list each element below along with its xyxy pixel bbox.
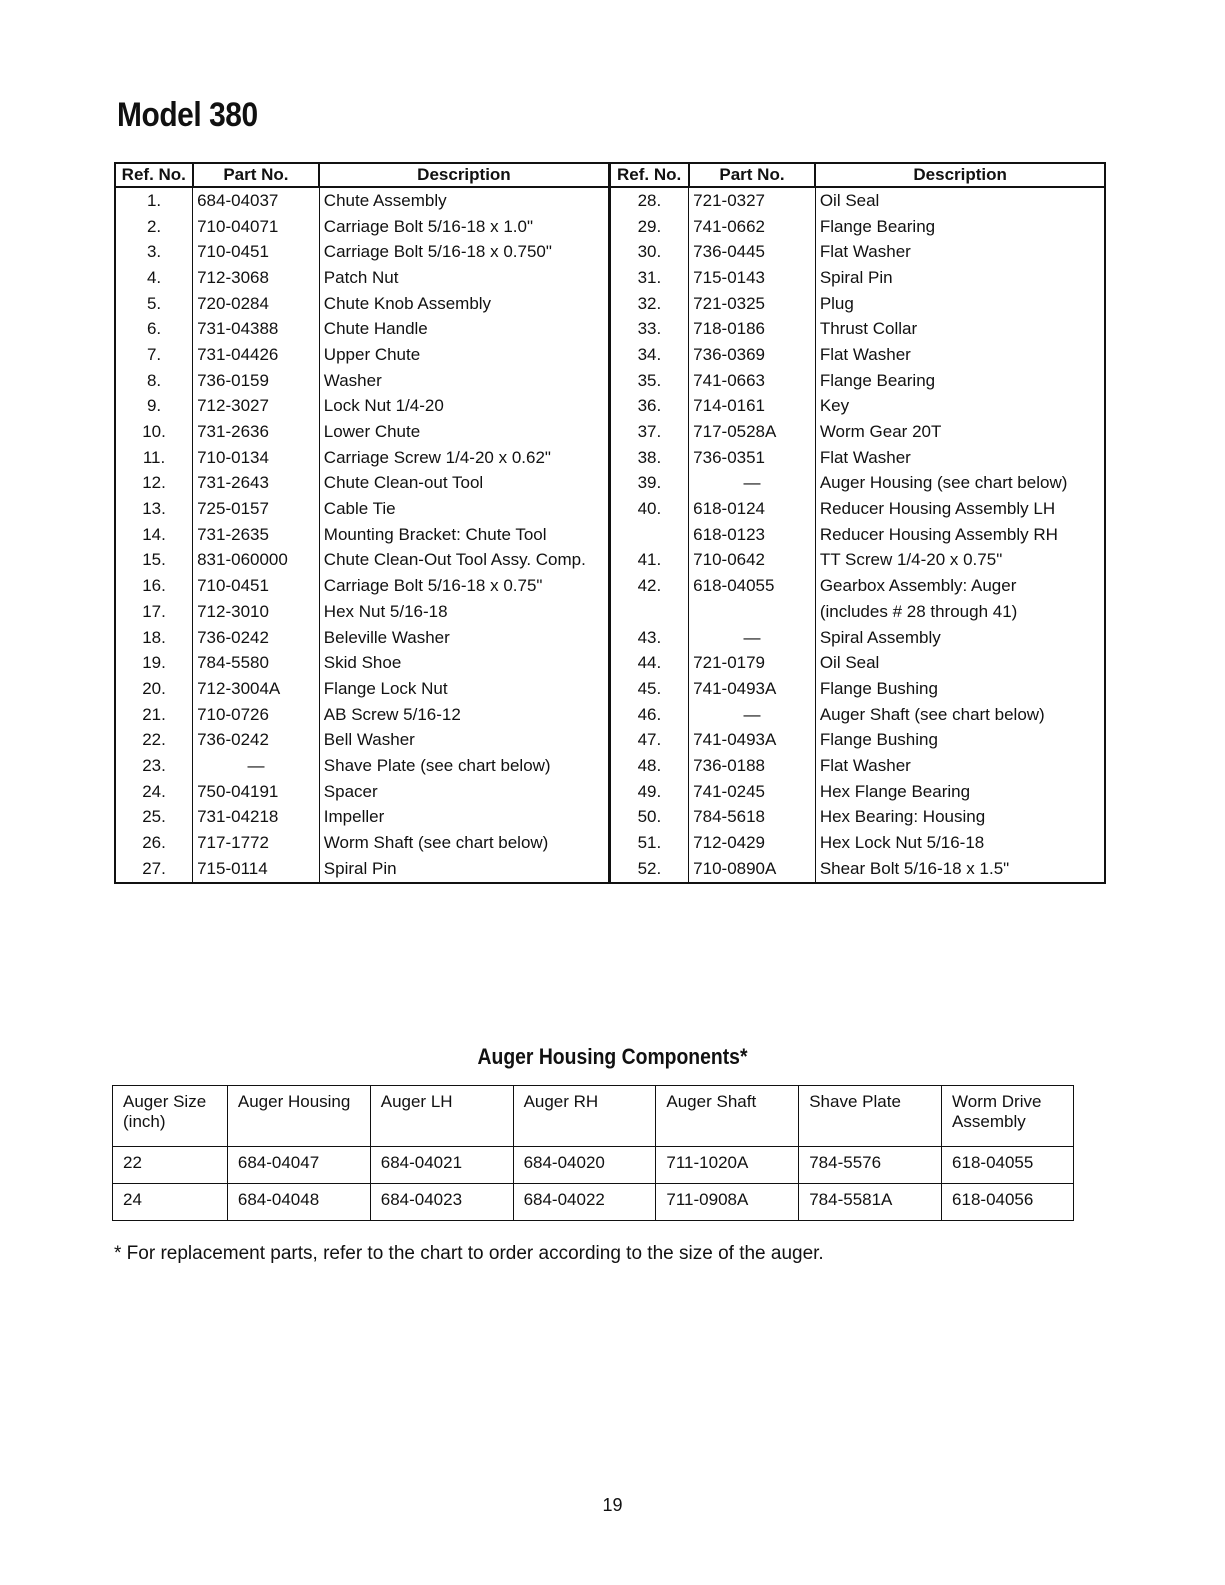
description-cell: (includes # 28 through 41)	[815, 599, 1105, 625]
table-row	[115, 342, 1105, 368]
ref-no-cell: 17.	[115, 599, 193, 625]
ref-no-cell: 15.	[115, 548, 193, 574]
part-no-cell: 784-5580	[193, 650, 320, 676]
part-no-cell: 720-0284	[193, 291, 320, 317]
auger-header-cell: Auger RH	[513, 1086, 656, 1147]
ref-no-cell: 2.	[115, 214, 193, 240]
table-row	[115, 676, 1105, 702]
part-no-cell: 731-04426	[193, 342, 320, 368]
description-cell: Flat Washer	[815, 753, 1105, 779]
part-no-cell: 618-0123	[689, 522, 816, 548]
description-cell: Cable Tie	[319, 496, 609, 522]
part-no-cell: 731-04218	[193, 805, 320, 831]
description-cell: TT Screw 1/4-20 x 0.75"	[815, 548, 1105, 574]
header-description: Description	[319, 163, 609, 187]
auger-cell: 24	[113, 1184, 228, 1221]
ref-no-cell: 11.	[115, 445, 193, 471]
part-no-cell: 721-0325	[689, 291, 816, 317]
description-cell: Flange Bearing	[815, 214, 1105, 240]
part-no-cell: 717-0528A	[689, 419, 816, 445]
part-no-cell: —	[689, 471, 816, 497]
ref-no-cell: 32.	[609, 291, 689, 317]
part-no-cell: 710-04071	[193, 214, 320, 240]
part-no-cell: 731-2643	[193, 471, 320, 497]
description-cell: Thrust Collar	[815, 316, 1105, 342]
header-part-no: Part No.	[193, 163, 320, 187]
description-cell: Reducer Housing Assembly LH	[815, 496, 1105, 522]
description-cell: Flat Washer	[815, 445, 1105, 471]
auger-table-header	[113, 1086, 1074, 1147]
ref-no-cell: 4.	[115, 265, 193, 291]
auger-header-cell: Shave Plate	[799, 1086, 942, 1147]
description-cell: Bell Washer	[319, 727, 609, 753]
table-row	[115, 394, 1105, 420]
description-cell: Lower Chute	[319, 419, 609, 445]
table-row	[113, 1184, 1074, 1221]
table-row	[115, 187, 1105, 214]
ref-no-cell: 16.	[115, 573, 193, 599]
ref-no-cell: 3.	[115, 239, 193, 265]
auger-cell: 684-04047	[227, 1147, 370, 1184]
description-cell: Spacer	[319, 779, 609, 805]
part-no-cell: 710-0134	[193, 445, 320, 471]
description-cell: Auger Housing (see chart below)	[815, 471, 1105, 497]
part-no-cell: 712-3027	[193, 394, 320, 420]
auger-cell: 684-04021	[370, 1147, 513, 1184]
auger-cell: 684-04022	[513, 1184, 656, 1221]
auger-cell: 684-04020	[513, 1147, 656, 1184]
ref-no-cell: 6.	[115, 316, 193, 342]
ref-no-cell: 24.	[115, 779, 193, 805]
ref-no-cell: 36.	[609, 394, 689, 420]
ref-no-cell: 48.	[609, 753, 689, 779]
description-cell: AB Screw 5/16-12	[319, 702, 609, 728]
part-no-cell: 736-0188	[689, 753, 816, 779]
description-cell: Carriage Bolt 5/16-18 x 1.0"	[319, 214, 609, 240]
part-no-cell	[689, 599, 816, 625]
header-ref-no: Ref. No.	[609, 163, 689, 187]
ref-no-cell: 18.	[115, 625, 193, 651]
auger-cell: 784-5581A	[799, 1184, 942, 1221]
ref-no-cell: 1.	[115, 187, 193, 214]
auger-header-cell: Auger LH	[370, 1086, 513, 1147]
ref-no-cell: 27.	[115, 856, 193, 883]
auger-components-table	[112, 1085, 1074, 1221]
table-row	[115, 496, 1105, 522]
table-row	[115, 573, 1105, 599]
ref-no-cell: 35.	[609, 368, 689, 394]
description-cell: Impeller	[319, 805, 609, 831]
table-row	[115, 419, 1105, 445]
ref-no-cell	[609, 599, 689, 625]
ref-no-cell: 50.	[609, 805, 689, 831]
ref-no-cell: 21.	[115, 702, 193, 728]
description-cell: Mounting Bracket: Chute Tool	[319, 522, 609, 548]
ref-no-cell: 31.	[609, 265, 689, 291]
description-cell: Flange Lock Nut	[319, 676, 609, 702]
table-row	[115, 265, 1105, 291]
ref-no-cell: 45.	[609, 676, 689, 702]
table-row	[115, 239, 1105, 265]
description-cell: Washer	[319, 368, 609, 394]
description-cell: Carriage Bolt 5/16-18 x 0.75"	[319, 573, 609, 599]
part-no-cell: 710-0890A	[689, 856, 816, 883]
part-no-cell: 710-0451	[193, 573, 320, 599]
table-row	[115, 779, 1105, 805]
description-cell: Spiral Pin	[815, 265, 1105, 291]
part-no-cell: 684-04037	[193, 187, 320, 214]
ref-no-cell: 23.	[115, 753, 193, 779]
part-no-cell: 741-0493A	[689, 727, 816, 753]
part-no-cell: 725-0157	[193, 496, 320, 522]
description-cell: Chute Clean-out Tool	[319, 471, 609, 497]
parts-table-header	[115, 163, 1105, 187]
part-no-cell: 717-1772	[193, 830, 320, 856]
table-row	[115, 291, 1105, 317]
ref-no-cell: 7.	[115, 342, 193, 368]
description-cell: Skid Shoe	[319, 650, 609, 676]
ref-no-cell: 8.	[115, 368, 193, 394]
footnote: * For replacement parts, refer to the chart to order according to the size of the auger.	[114, 1243, 824, 1264]
part-no-cell: 718-0186	[689, 316, 816, 342]
description-cell: Flange Bearing	[815, 368, 1105, 394]
table-row	[115, 650, 1105, 676]
description-cell: Hex Flange Bearing	[815, 779, 1105, 805]
ref-no-cell: 49.	[609, 779, 689, 805]
part-no-cell: 731-2636	[193, 419, 320, 445]
description-cell: Auger Shaft (see chart below)	[815, 702, 1105, 728]
part-no-cell: 741-0662	[689, 214, 816, 240]
part-no-cell: 712-0429	[689, 830, 816, 856]
ref-no-cell: 51.	[609, 830, 689, 856]
ref-no-cell: 42.	[609, 573, 689, 599]
ref-no-cell: 41.	[609, 548, 689, 574]
ref-no-cell: 43.	[609, 625, 689, 651]
part-no-cell: 618-0124	[689, 496, 816, 522]
ref-no-cell: 26.	[115, 830, 193, 856]
page-number: 19	[602, 1495, 623, 1515]
description-cell: Spiral Assembly	[815, 625, 1105, 651]
description-cell: Shave Plate (see chart below)	[319, 753, 609, 779]
part-no-cell: 741-0663	[689, 368, 816, 394]
description-cell: Flange Bushing	[815, 727, 1105, 753]
ref-no-cell: 10.	[115, 419, 193, 445]
part-no-cell: 618-04055	[689, 573, 816, 599]
part-no-cell: 750-04191	[193, 779, 320, 805]
auger-header-cell: Auger Shaft	[656, 1086, 799, 1147]
part-no-cell: 715-0143	[689, 265, 816, 291]
part-no-cell: —	[193, 753, 320, 779]
part-no-cell: 736-0242	[193, 625, 320, 651]
description-cell: Spiral Pin	[319, 856, 609, 883]
auger-cell: 684-04023	[370, 1184, 513, 1221]
description-cell: Reducer Housing Assembly RH	[815, 522, 1105, 548]
description-cell: Hex Bearing: Housing	[815, 805, 1105, 831]
ref-no-cell: 44.	[609, 650, 689, 676]
description-cell: Shear Bolt 5/16-18 x 1.5"	[815, 856, 1105, 883]
table-row	[115, 445, 1105, 471]
part-no-cell: 784-5618	[689, 805, 816, 831]
auger-cell: 711-1020A	[656, 1147, 799, 1184]
table-row	[115, 625, 1105, 651]
part-no-cell: 736-0369	[689, 342, 816, 368]
description-cell: Oil Seal	[815, 650, 1105, 676]
table-row	[115, 727, 1105, 753]
header-part-no: Part No.	[689, 163, 816, 187]
part-no-cell: 714-0161	[689, 394, 816, 420]
auger-header-cell: Worm Drive Assembly	[942, 1086, 1074, 1147]
ref-no-cell: 22.	[115, 727, 193, 753]
part-no-cell: —	[689, 702, 816, 728]
part-no-cell: 736-0351	[689, 445, 816, 471]
part-no-cell: 710-0726	[193, 702, 320, 728]
table-row	[113, 1147, 1074, 1184]
table-row	[115, 856, 1105, 883]
description-cell: Lock Nut 1/4-20	[319, 394, 609, 420]
description-cell: Beleville Washer	[319, 625, 609, 651]
part-no-cell: 710-0451	[193, 239, 320, 265]
description-cell: Patch Nut	[319, 265, 609, 291]
ref-no-cell: 30.	[609, 239, 689, 265]
ref-no-cell: 29.	[609, 214, 689, 240]
ref-no-cell: 40.	[609, 496, 689, 522]
ref-no-cell: 14.	[115, 522, 193, 548]
header-description: Description	[815, 163, 1105, 187]
description-cell: Hex Lock Nut 5/16-18	[815, 830, 1105, 856]
part-no-cell: 736-0445	[689, 239, 816, 265]
part-no-cell: 712-3068	[193, 265, 320, 291]
auger-cell: 618-04056	[942, 1184, 1074, 1221]
table-row	[115, 548, 1105, 574]
auger-cell: 711-0908A	[656, 1184, 799, 1221]
ref-no-cell: 39.	[609, 471, 689, 497]
table-row	[115, 599, 1105, 625]
part-no-cell: 712-3004A	[193, 676, 320, 702]
ref-no-cell: 25.	[115, 805, 193, 831]
part-no-cell: 831-060000	[193, 548, 320, 574]
part-no-cell: 721-0179	[689, 650, 816, 676]
auger-cell: 784-5576	[799, 1147, 942, 1184]
table-row	[115, 522, 1105, 548]
auger-cell: 684-04048	[227, 1184, 370, 1221]
ref-no-cell: 13.	[115, 496, 193, 522]
description-cell: Hex Nut 5/16-18	[319, 599, 609, 625]
description-cell: Flat Washer	[815, 239, 1105, 265]
ref-no-cell: 12.	[115, 471, 193, 497]
auger-section-title: Auger Housing Components*	[477, 1044, 748, 1069]
page-title: Model 380	[117, 96, 258, 134]
part-no-cell: 710-0642	[689, 548, 816, 574]
table-row	[115, 830, 1105, 856]
table-row	[115, 214, 1105, 240]
header-ref-no: Ref. No.	[115, 163, 193, 187]
part-no-cell: 741-0493A	[689, 676, 816, 702]
part-no-cell: 731-04388	[193, 316, 320, 342]
description-cell: Chute Handle	[319, 316, 609, 342]
table-row	[115, 316, 1105, 342]
description-cell: Oil Seal	[815, 187, 1105, 214]
description-cell: Worm Gear 20T	[815, 419, 1105, 445]
ref-no-cell: 38.	[609, 445, 689, 471]
ref-no-cell: 46.	[609, 702, 689, 728]
ref-no-cell	[609, 522, 689, 548]
table-row	[115, 805, 1105, 831]
description-cell: Gearbox Assembly: Auger	[815, 573, 1105, 599]
ref-no-cell: 52.	[609, 856, 689, 883]
ref-no-cell: 19.	[115, 650, 193, 676]
description-cell: Carriage Bolt 5/16-18 x 0.750"	[319, 239, 609, 265]
part-no-cell: 731-2635	[193, 522, 320, 548]
auger-cell: 22	[113, 1147, 228, 1184]
part-no-cell: —	[689, 625, 816, 651]
description-cell: Carriage Screw 1/4-20 x 0.62"	[319, 445, 609, 471]
part-no-cell: 712-3010	[193, 599, 320, 625]
part-no-cell: 715-0114	[193, 856, 320, 883]
description-cell: Worm Shaft (see chart below)	[319, 830, 609, 856]
auger-header-cell: Auger Housing	[227, 1086, 370, 1147]
table-row	[115, 753, 1105, 779]
description-cell: Plug	[815, 291, 1105, 317]
description-cell: Chute Assembly	[319, 187, 609, 214]
ref-no-cell: 5.	[115, 291, 193, 317]
parts-table	[114, 162, 1106, 884]
auger-header-cell: Auger Size (inch)	[113, 1086, 228, 1147]
ref-no-cell: 34.	[609, 342, 689, 368]
ref-no-cell: 28.	[609, 187, 689, 214]
description-cell: Chute Knob Assembly	[319, 291, 609, 317]
auger-cell: 618-04055	[942, 1147, 1074, 1184]
part-no-cell: 736-0159	[193, 368, 320, 394]
description-cell: Key	[815, 394, 1105, 420]
description-cell: Upper Chute	[319, 342, 609, 368]
table-row	[115, 702, 1105, 728]
description-cell: Chute Clean-Out Tool Assy. Comp.	[319, 548, 609, 574]
ref-no-cell: 33.	[609, 316, 689, 342]
ref-no-cell: 20.	[115, 676, 193, 702]
ref-no-cell: 37.	[609, 419, 689, 445]
description-cell: Flat Washer	[815, 342, 1105, 368]
description-cell: Flange Bushing	[815, 676, 1105, 702]
part-no-cell: 736-0242	[193, 727, 320, 753]
table-row	[115, 471, 1105, 497]
ref-no-cell: 47.	[609, 727, 689, 753]
part-no-cell: 721-0327	[689, 187, 816, 214]
table-row	[115, 368, 1105, 394]
part-no-cell: 741-0245	[689, 779, 816, 805]
ref-no-cell: 9.	[115, 394, 193, 420]
